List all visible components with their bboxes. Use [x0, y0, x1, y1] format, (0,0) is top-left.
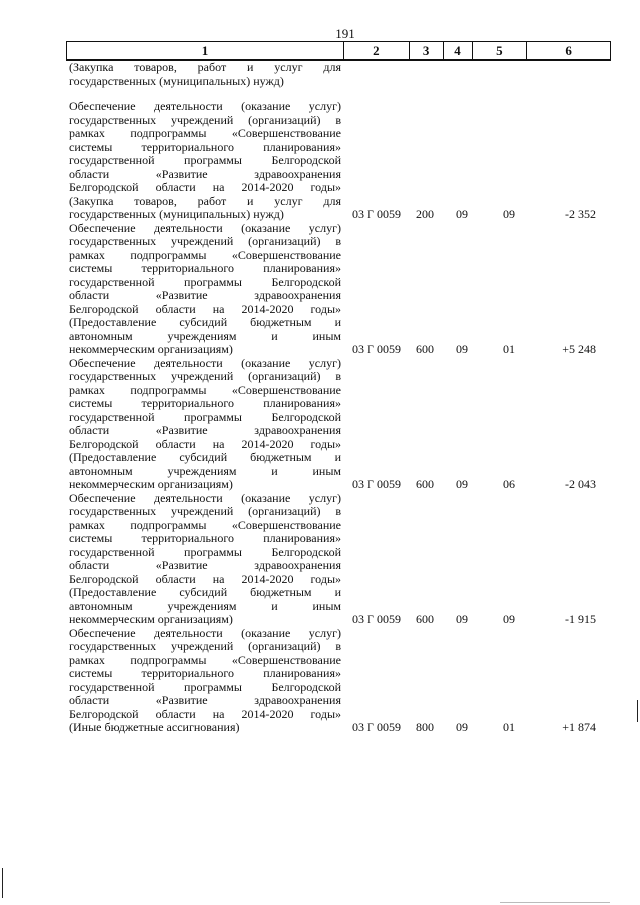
description-line: области «Развитие здравоохранения	[69, 166, 341, 181]
table-row	[66, 627, 611, 735]
description-line: государственных учреждений (организаций) в	[69, 369, 341, 383]
description-line: рамках подпрограммы «Совершенствование	[69, 517, 341, 532]
table-row	[66, 222, 611, 357]
amount: -1 915	[565, 612, 596, 626]
description-line: Обеспечение деятельности (оказание услуг)	[69, 99, 341, 113]
target-article-code	[344, 75, 410, 89]
row-description	[66, 357, 344, 492]
description-line: автономным учреждениям и иным	[69, 598, 341, 613]
header-col-5: 5	[473, 42, 528, 59]
section: 09	[456, 342, 468, 356]
subsection: 09	[503, 612, 515, 626]
table-row	[66, 100, 611, 222]
description-line: системы территориального планирования»	[69, 396, 341, 410]
target-article-code: 03 Г 0059	[352, 477, 401, 491]
expense-type: 200	[416, 207, 434, 221]
subsection: 09	[503, 207, 515, 221]
target-article-code: 03 Г 0059	[352, 720, 401, 734]
description-line: системы территориального планирования»	[69, 261, 341, 275]
description-line: некоммерческим организациям)	[69, 477, 233, 491]
amount	[528, 75, 611, 89]
amount: +1 874	[562, 720, 596, 734]
target-article-code: 03 Г 0059	[352, 207, 401, 221]
description-line: государственных учреждений (организаций) в	[69, 504, 341, 518]
description-line: Обеспечение деятельности (оказание услуг)	[69, 625, 341, 640]
description-line: Обеспечение деятельности (оказание услуг)	[69, 490, 341, 505]
row-description	[66, 222, 344, 357]
header-col-6: 6	[565, 42, 572, 58]
description-line: (Предоставление субсидий бюджетным и	[69, 585, 341, 599]
header-col-1: 1	[67, 42, 344, 59]
expense-type	[410, 75, 444, 89]
section	[444, 75, 473, 89]
description-line: системы территориального планирования»	[69, 531, 341, 545]
table-body	[66, 61, 611, 735]
description-line: области «Развитие здравоохранения	[69, 288, 341, 302]
row-description	[66, 627, 344, 735]
expense-type: 600	[416, 477, 434, 491]
description-line: (Закупка товаров, работ и услуг для	[69, 60, 341, 74]
description-line: Белгородской области на 2014-2020 годы»	[69, 571, 341, 586]
subsection: 01	[503, 342, 515, 356]
description-line: Обеспечение деятельности (оказание услуг)	[69, 220, 341, 235]
description-line: государственных учреждений (организаций) в	[69, 112, 341, 127]
subsection	[473, 75, 528, 89]
description-line: государственной программы Белгородской	[69, 409, 341, 424]
description-line: области «Развитие здравоохранения	[69, 693, 341, 707]
section: 09	[456, 207, 468, 221]
page-number: 191	[335, 26, 355, 41]
description-line: (Закупка товаров, работ и услуг для	[69, 193, 341, 208]
amount: -2 043	[565, 477, 596, 491]
description-line: автономным учреждениям и иным	[69, 463, 341, 478]
target-article-code: 03 Г 0059	[352, 342, 401, 356]
description-line: (Предоставление субсидий бюджетным и	[69, 450, 341, 464]
target-article-code: 03 Г 0059	[352, 612, 401, 626]
description-line: некоммерческим организациям)	[69, 612, 233, 626]
expense-type: 600	[416, 612, 434, 626]
section: 09	[456, 612, 468, 626]
description-line: области «Развитие здравоохранения	[69, 558, 341, 572]
description-line: Белгородской области на 2014-2020 годы»	[69, 706, 341, 721]
row-description	[66, 61, 344, 88]
amount: +5 248	[562, 342, 596, 356]
description-line: государственной программы Белгородской	[69, 544, 341, 559]
scan-edge-mark	[2, 868, 3, 898]
table-row	[66, 61, 611, 88]
description-line: (Иные бюджетные ассигнования)	[69, 720, 240, 734]
description-line: государственной программы Белгородской	[69, 153, 341, 167]
row-description	[66, 492, 344, 627]
description-line: государственных (муниципальных) нужд)	[69, 73, 284, 88]
description-line: автономным учреждениям и иным	[69, 328, 341, 343]
description-line: государственной программы Белгородской	[69, 274, 341, 289]
description-line: рамках подпрограммы «Совершенствование	[69, 126, 341, 140]
table-header	[66, 41, 611, 61]
description-line: системы территориального планирования»	[69, 666, 341, 680]
table-row	[66, 357, 611, 492]
description-line: Белгородской области на 2014-2020 годы»	[69, 436, 341, 451]
description-line: государственных (муниципальных) нужд)	[69, 207, 284, 221]
description-line: Белгородской области на 2014-2020 годы»	[69, 180, 341, 194]
description-line: государственных учреждений (организаций) в	[69, 639, 341, 653]
subsection: 06	[503, 477, 515, 491]
description-line: рамках подпрограммы «Совершенствование	[69, 652, 341, 667]
section: 09	[456, 720, 468, 734]
amount: -2 352	[565, 207, 596, 221]
description-line: Белгородской области на 2014-2020 годы»	[69, 301, 341, 316]
header-col-2: 2	[344, 42, 410, 59]
header-col-3: 3	[410, 42, 444, 59]
expense-type: 600	[416, 342, 434, 356]
section: 09	[456, 477, 468, 491]
description-line: рамках подпрограммы «Совершенствование	[69, 382, 341, 397]
description-line: (Предоставление субсидий бюджетным и	[69, 315, 341, 329]
description-line: Обеспечение деятельности (оказание услуг)	[69, 355, 341, 370]
description-line: некоммерческим организациям)	[69, 342, 233, 356]
table-row	[66, 492, 611, 627]
description-line: рамках подпрограммы «Совершенствование	[69, 247, 341, 262]
description-line: системы территориального планирования»	[69, 139, 341, 154]
row-description	[66, 100, 344, 222]
description-line: области «Развитие здравоохранения	[69, 423, 341, 437]
expense-type: 800	[416, 720, 434, 734]
description-line: государственной программы Белгородской	[69, 679, 341, 694]
subsection: 01	[503, 720, 515, 734]
header-col-4: 4	[444, 42, 473, 59]
description-line: государственных учреждений (организаций) в	[69, 234, 341, 248]
scan-edge-mark	[500, 902, 610, 903]
scan-edge-mark	[637, 700, 638, 722]
